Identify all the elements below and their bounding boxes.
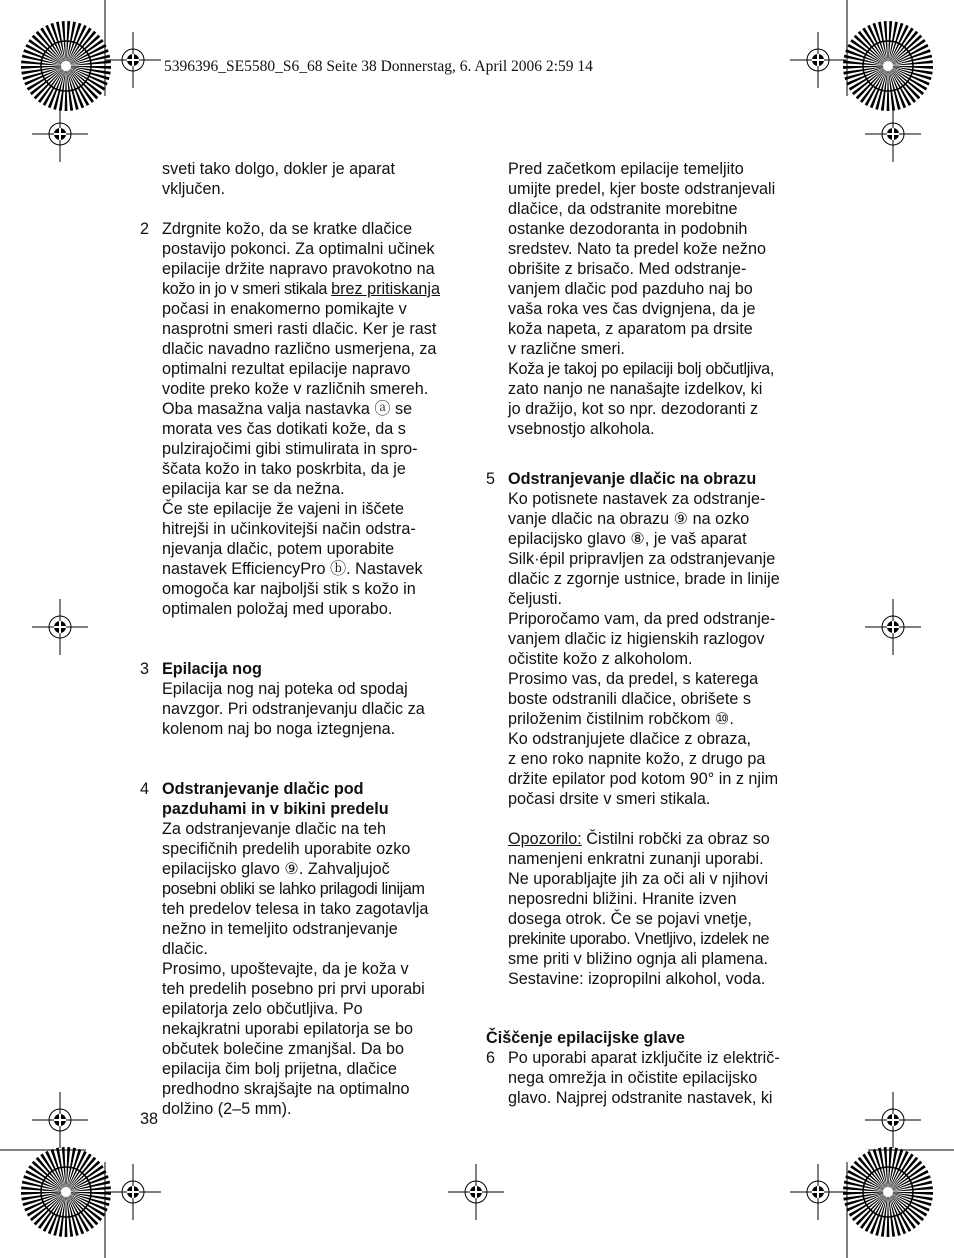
- section-heading: Epilacija nog: [162, 660, 262, 678]
- star-target-icon: [863, 41, 913, 91]
- section-heading: Odstranjevanje dlačic na obrazu: [508, 470, 757, 488]
- step-3: 3 Epilacija nog Epilacija nog naj poteka od spodaj navzgor. Pri odstranjevanju dlačic za kolenom naj bo noga iztegnjena.: [140, 659, 480, 739]
- warning-note: Opozorilo: Čistilni robčki za obraz so: [508, 830, 770, 848]
- star-target-icon: [863, 1167, 913, 1217]
- preparation-paragraph: Pred začetkom epilacije temeljito umijte predel, kjer boste odstranjevali dlačice, da odstranite morebitne ostanke dezodoranta in podobnih sredstev. Nato ta predel kože nežno obrišite z brisačo. Med odstranje- vanjem dlačic pod pazduho naj bo vaša roka ves čas dvignjena, da je koža napeta, z aparatom pa drsite v različne smeri. Koža je takoj po epilaciji bolj občutljiva, zato nanjo ne nanašajte izdelkov, ki jo dražijo, kot so npr. dezodoranti z vsebnostjo alkohola.: [508, 160, 776, 438]
- registration-mark-icon: [448, 1164, 504, 1220]
- registration-mark-icon: [105, 32, 161, 88]
- registration-mark-icon: [790, 1164, 846, 1220]
- step-2: 2 Zdrgnite kožo, da se kratke dlačice postavijo pokonci. Za optimalni učinek epilacije držite napravo pravokotno na kožo in jo v smeri stikala brez pritiskanja počasi in enakomerno pomikajte v nasprotni smeri rasti dlačic. Ker je rast dlačic navadno različno usmerjena, za optimalni rezultat epilacije napravo vodite preko kože v različnih smereh. Oba masažna valja nastavka ⓐ se morata ves čas dotikati kože, da s pulzirajočimi gibi stimulirata in spro- ščata kožo in tako poskrbita, da je epilacija kar se da nežna. Če ste epilacije že vajeni in iščete hitrejši in učinkovitejši način odstra- njevanja dlačic, potem uporabite nastavek EfficiencyPro ⓑ. Nastavek omogoča kar najboljši stik s kožo in optimalen položaj med uporabo.: [140, 220, 440, 618]
- registration-mark-icon: [32, 1092, 88, 1148]
- registration-mark-icon: [865, 599, 921, 655]
- step-number: 4: [140, 780, 150, 798]
- print-slug-header: 5396396_SE5580_S6_68 Seite 38 Donnerstag, 6. April 2006 2:59 14: [164, 58, 593, 75]
- intro-paragraph: sveti tako dolgo, dokler je aparat vključen.: [162, 160, 396, 198]
- step-5: 5 Odstranjevanje dlačic na obrazu Ko potisnete nastavek za odstranje- vanje dlačic na obrazu ⑨ na ozko epilacijsko glavo ⑧, je vaš aparat Silk·épil pripravljen za odstranjevanje dlačic z zgornje ustnice, brade in linije čeljusti. Priporočamo vam, da pred odstranje- vanjem dlačic iz higienskih razlogov očistite kožo z alkoholom. Prosimo vas, da predel, s katerega boste odstranili dlačice, obrišete s priloženim čistilnim robčkom ⑩. Ko odstranjujete dlačice z obraza, z eno roko napnite kožo, z drugo pa držite epilator pod kotom 90° in z njim počasi drsite v smeri stikala. Opozorilo: Čistilni robčki za obraz so namenjeni enkratni zunanji uporabi. Ne uporabljajte jih za oči ali v njihovi neposredni bližini. Hranite izven dosega otrok. Če se pojavi vnetje, prekinite uporabo. Vnetljivo, izdelek ne sme priti v bližino ognja ali plamena. Sestavine: izopropilni alkohol, voda.: [486, 469, 816, 989]
- step-number: 3: [140, 660, 150, 678]
- step-number: 2: [140, 220, 150, 238]
- left-column: [140, 159, 480, 1119]
- registration-mark-icon: [865, 1092, 921, 1148]
- step-4: 4 Odstranjevanje dlačic pod pazduhami in v bikini predelu Za odstranjevanje dlačic na teh specifičnih predelih uporabite ozko epilacijsko glavo ⑨. Zahvaljujoč posebni obliki se lahko prilagodi linijam teh predelov telesa in tako zagotavlja nežno in temeljito odstranjevanje dlačic. Prosimo, upoštevajte, da je koža v teh predelih posebno pri prvi uporabi epilatorja zelo občutljiva. Po nekajkratni uporabi epilatorja se bo občutek bolečine zmanjšal. Da bo epilacija čim bolj prijetna, dlačice predhodno skrajšajte na optimalno dolžino (2–5 mm).: [140, 779, 480, 1119]
- registration-mark-icon: [105, 1164, 161, 1220]
- registration-mark-icon: [865, 106, 921, 162]
- registration-mark-icon: [32, 599, 88, 655]
- section-heading: Odstranjevanje dlačic pod: [162, 780, 364, 798]
- registration-mark-icon: [32, 106, 88, 162]
- section-heading-cleaning: Čiščenje epilacijske glave: [486, 1029, 685, 1047]
- section-heading: pazduhami in v bikini predelu: [162, 800, 389, 818]
- warning-label: Opozorilo:: [508, 830, 582, 848]
- right-column: [486, 159, 816, 1108]
- step-number: 6: [486, 1049, 496, 1067]
- star-target-icon: [41, 1167, 91, 1217]
- page-number: 38: [140, 1110, 159, 1128]
- step-number: 5: [486, 470, 496, 488]
- star-target-icon: [41, 41, 91, 91]
- step-6: 6 Po uporabi aparat izključite iz električ- nega omrežja in očistite epilacijsko glavo. Najprej odstranite nastavek, ki: [486, 1049, 780, 1107]
- registration-mark-icon: [790, 32, 846, 88]
- emphasis-underline: brez pritiskanja: [331, 280, 440, 298]
